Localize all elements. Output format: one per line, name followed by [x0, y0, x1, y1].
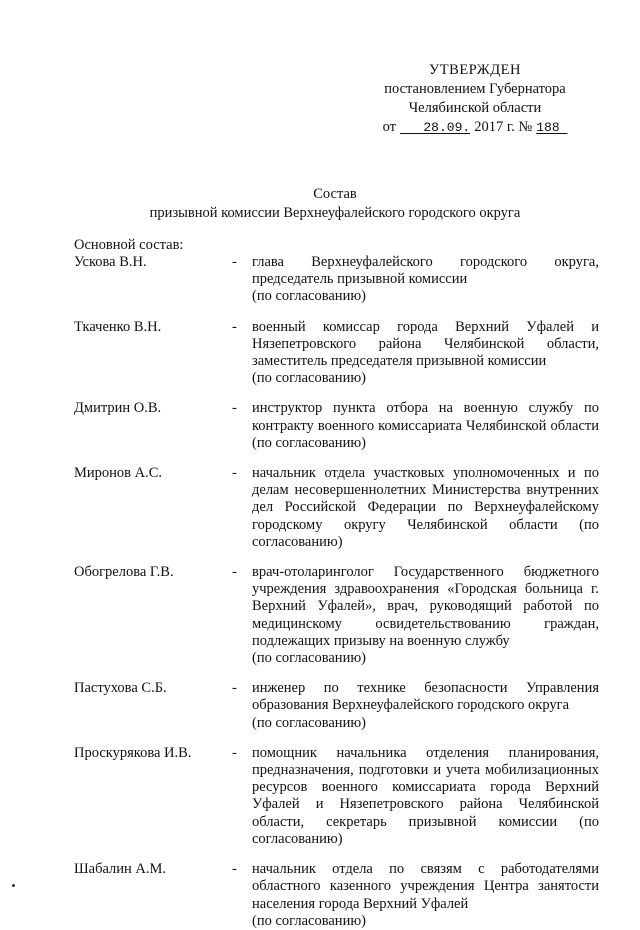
member-row: [74, 745, 599, 848]
document-number: 188: [536, 120, 568, 135]
member-name: Ускова В.Н.: [74, 254, 147, 270]
member-name: Проскурякова И.В.: [74, 744, 192, 761]
member-role: инженер по технике безопасности Управления образования Верхнеуфалейского городского округа: [252, 680, 599, 714]
member-role-block: [252, 745, 599, 848]
member-note: (по согласованию): [252, 714, 366, 731]
approval-date-row: [370, 118, 580, 137]
date-prefix: от: [382, 119, 396, 135]
heading-line-2: призывной комиссии Верхнеуфалейского городского округа: [149, 205, 521, 221]
member-dash: -: [232, 400, 237, 417]
member-role-block: [252, 564, 599, 667]
member-role-block: [252, 254, 599, 306]
member-row: [74, 564, 599, 667]
member-name: Обогрелова Г.В.: [74, 564, 174, 581]
member-dash: -: [232, 465, 237, 482]
members-list: [74, 254, 599, 930]
approval-line-2: Челябинской области: [408, 100, 542, 116]
approval-line-1: постановлением Губернатора: [384, 81, 566, 97]
member-note: (по согласованию): [252, 650, 366, 667]
member-row: [74, 465, 599, 551]
member-row: [74, 254, 599, 306]
member-role: начальник отдела участковых уполномоченных и по делам несовершеннолетних Министерства внутренних дел Российской Федерации по Верхнеуфалейскому городскому округу Челябинской области (по согласованию): [252, 465, 599, 550]
member-row: [74, 861, 599, 930]
member-name: Ткаченко В.Н.: [74, 318, 162, 335]
member-role-block: [252, 400, 599, 452]
document-heading: [100, 185, 570, 223]
date-value: 28.09.: [399, 120, 471, 135]
approval-title: УТВЕРЖДЕН: [429, 62, 521, 78]
member-role-block: [252, 319, 599, 388]
member-role-block: [252, 680, 599, 732]
member-name: Дмитрин О.В.: [74, 400, 162, 417]
date-year: 2017 г. №: [474, 119, 533, 135]
member-role: начальник отдела по связям с работодателями областного казенного учреждения Центра занятости населения города Верхний Уфалей: [252, 861, 599, 912]
section-label: Основной состав:: [74, 237, 184, 253]
member-row: [74, 319, 599, 388]
member-dash: -: [232, 254, 237, 270]
member-dash: -: [232, 680, 237, 697]
member-name: Миронов А.С.: [74, 465, 163, 482]
member-name: Пастухова С.Б.: [74, 680, 167, 697]
heading-line-1: Состав: [313, 186, 357, 202]
member-role: помощник начальника отделения планирования, предназначения, подготовки и учета мобилизационных ресурсов военного комиссариата города Верхний Уфалей и Нязепетровского района Челябинской области, секретарь призывной комиссии (по согласованию): [252, 744, 599, 847]
member-dash: -: [232, 861, 237, 878]
member-note: (по согласованию): [252, 370, 366, 387]
member-dash: -: [232, 564, 237, 581]
member-role: инструктор пункта отбора на военную службу по контракту военного комиссариата Челябинской области (по согласованию): [252, 400, 599, 451]
member-row: [74, 680, 599, 732]
member-role: врач-отоларинголог Государственного бюджетного учреждения здравоохранения «Городская больница г. Верхний Уфалей», врач, руководящий работой по медицинскому освидетельствованию граждан, подлежащих призыву на военную службу: [252, 564, 599, 649]
member-dash: -: [232, 744, 237, 761]
member-role: глава Верхнеуфалейского городского округа, председатель призывной комиссии: [252, 254, 599, 288]
member-name: Шабалин А.М.: [74, 861, 166, 878]
approval-block: [370, 61, 580, 137]
member-note: (по согласованию): [252, 912, 366, 929]
member-note: (по согласованию): [252, 288, 366, 305]
member-dash: -: [232, 318, 237, 335]
margin-dot: [12, 884, 15, 887]
member-role-block: [252, 861, 599, 930]
member-role-block: [252, 465, 599, 551]
member-role: военный комиссар города Верхний Уфалей и Нязепетровского района Челябинской области, заместитель председателя призывной комиссии: [252, 318, 599, 370]
member-row: [74, 400, 599, 452]
